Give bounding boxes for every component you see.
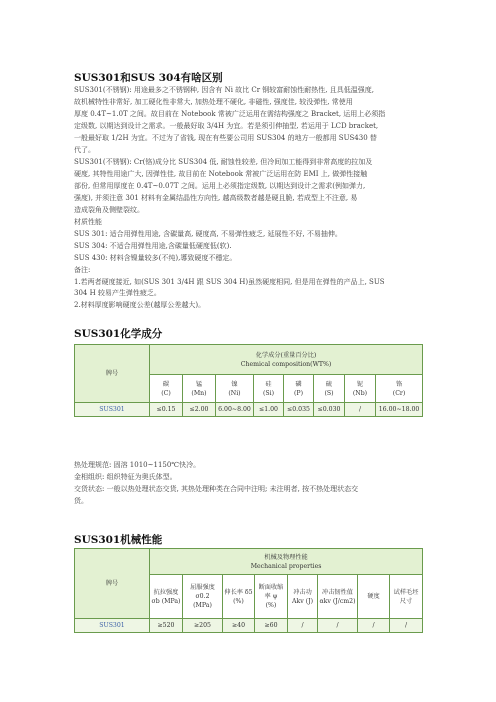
paragraph-material-props: [74, 217, 422, 312]
group-header-en: Mechanical properties: [250, 562, 322, 570]
note-line: 交货状态: 一般以热处理状态交货, 其热处理种类在合同中注明; 未注明者, 按不热处理状态交: [74, 484, 359, 493]
column-header: 抗拉强度 σb (MPa): [150, 575, 183, 619]
text-line: SUS 430: 材料含镍量较多(不纯),導致硬度不穩定。: [74, 253, 237, 262]
column-header: 冲击功 Akv (J): [288, 575, 318, 619]
note-line: 金相组织: 组织特征为奥氏体型。: [74, 472, 177, 481]
value-cell: ≤0.15: [150, 403, 183, 417]
value-cell: ≥205: [183, 619, 223, 633]
brand-header: 牌号: [75, 345, 150, 403]
text-line: 备注:: [74, 265, 91, 274]
mechanical-properties-table: [74, 548, 423, 633]
text-line: SUS 304: 不适合用弹性用途,含碳量低硬度低(软).: [74, 241, 232, 250]
table-row: [75, 403, 423, 417]
text-line: 2.材料厚度影响硬度公差(越厚公差越大)。: [74, 301, 206, 310]
value-cell: ≥40: [223, 619, 255, 633]
text-line: 厚度 0.4T~1.0T 之间。故目前在 Notebook 常被广泛运用在需结构强度之 Bracket, 运用上必须指: [74, 109, 386, 118]
text-line: 一般最好取 1/2H 为宜。不过为了省钱, 现在有些要公司用 SUS304 的地方一般都用 SUS430 替: [74, 133, 377, 142]
column-header: 硅 (Si): [254, 375, 284, 403]
note-line: 货。: [74, 496, 88, 505]
group-header-en: Chemical composition(WT%): [240, 360, 332, 368]
column-header: 镍 (Ni): [216, 375, 254, 403]
column-header: 锰 (Mn): [183, 375, 216, 403]
value-cell: ≤1.00: [254, 403, 284, 417]
value-cell: /: [390, 619, 423, 633]
column-header: 断面收缩 率 ψ (%): [255, 575, 288, 619]
chemical-composition-table: [74, 344, 423, 417]
section-title-difference: SUS301和SUS 304有啥区别: [74, 72, 223, 84]
text-line: 强度), 并须注意 301 材料有金属结晶性方向性, 越高级数者越是硬且脆, 若成型上不注意, 易: [74, 193, 358, 202]
column-header: 硫 (S): [314, 375, 345, 403]
value-cell: ≤2.00: [183, 403, 216, 417]
value-cell: ≤0.035: [284, 403, 314, 417]
text-line: SUS301(不锈钢): Cr(铬)成分比 SUS304 低, 耐蚀性较差, 但冷间加工能得到非常高度的拉加及: [74, 158, 373, 166]
text-line: 定级数, 以期达到设计之需求。一般最好取 3/4H 为宜。若是须引伸抽型, 若运用于 LCD bracket,: [74, 121, 379, 130]
paragraph-sus301-cr: [74, 157, 422, 217]
text-line: 部份, 但常用厚度在 0.4T~0.07T 之间。运用上必须指定级数, 以期达到设计之需求(例如弹力,: [74, 181, 366, 190]
text-line: 304 H 较易产生弹性疲乏。: [74, 289, 161, 298]
value-cell: ≤0.030: [314, 403, 345, 417]
value-cell: /: [288, 619, 318, 633]
value-cell: ≥520: [150, 619, 183, 633]
column-header: 硬度: [358, 575, 390, 619]
brand-header: 牌号: [75, 549, 150, 619]
column-header: 冲击韧性值 αkv (J/cm2): [318, 575, 358, 619]
section-title-mechanical: SUS301机械性能: [74, 534, 163, 546]
value-cell: /: [318, 619, 358, 633]
text-line: SUS301(不锈钢): 用途最多之不锈钢种, 因含有 Ni 故比 Cr 钢较富耐蚀性耐热性, 且具低温强度,: [74, 86, 374, 94]
group-header: [150, 549, 423, 575]
column-header: 磷 (P): [284, 375, 314, 403]
value-cell: /: [345, 403, 376, 417]
brand-cell: SUS301: [75, 619, 150, 633]
text-line: 造成裂角及侧壁裂纹。: [74, 205, 144, 214]
text-line: SUS 301: 适合用弹性用途, 含碳量高, 硬度高, 不易弹性疲乏, 延展性不好, 不易抽伸。: [74, 229, 342, 238]
column-header: 伸长率 δ5 (%): [223, 575, 255, 619]
text-line: 材质性能: [74, 218, 102, 226]
table-row: [75, 619, 423, 633]
value-cell: /: [358, 619, 390, 633]
brand-cell: SUS301: [75, 403, 150, 417]
group-header: [150, 345, 423, 375]
heat-treatment-notes: [74, 460, 422, 508]
value-cell: ≥60: [255, 619, 288, 633]
section-title-chemical: SUS301化学成分: [74, 328, 163, 340]
column-header: 试样毛坯 尺寸: [390, 575, 423, 619]
note-line: 热处理规范: 固溶 1010~1150℃快冷。: [74, 461, 201, 469]
column-header: 碳 (C): [150, 375, 183, 403]
value-cell: 6.00~8.00: [216, 403, 254, 417]
text-line: 1.若两者硬度接近, 如(SUS 301 3/4H 跟 SUS 304 H)虽然硬度相同, 但是用在弹性的产品上, SUS: [74, 277, 385, 286]
group-header-cn: 机械及物理性能: [264, 553, 308, 561]
paragraph-sus301-intro: [74, 85, 422, 156]
value-cell: 16.00~18.00: [376, 403, 423, 417]
column-header: 铌 (Nb): [345, 375, 376, 403]
column-header: 屈服强度 σ0.2 (MPa): [183, 575, 223, 619]
text-line: 故机械特性非常好, 加工硬化性非常大, 加热处理不硬化, 非磁性, 强度佳, 较没弹性, 常使用: [74, 97, 353, 106]
text-line: 硬度, 其特性用途广大, 因弹性佳, 故目前在 Notebook 常被广泛运用在防 EMI 上, 做弹性接触: [74, 169, 368, 178]
group-header-cn: 化学成分(重量百分比): [255, 351, 317, 359]
text-line: 代了。: [74, 145, 95, 154]
column-header: 铬 (Cr): [376, 375, 423, 403]
